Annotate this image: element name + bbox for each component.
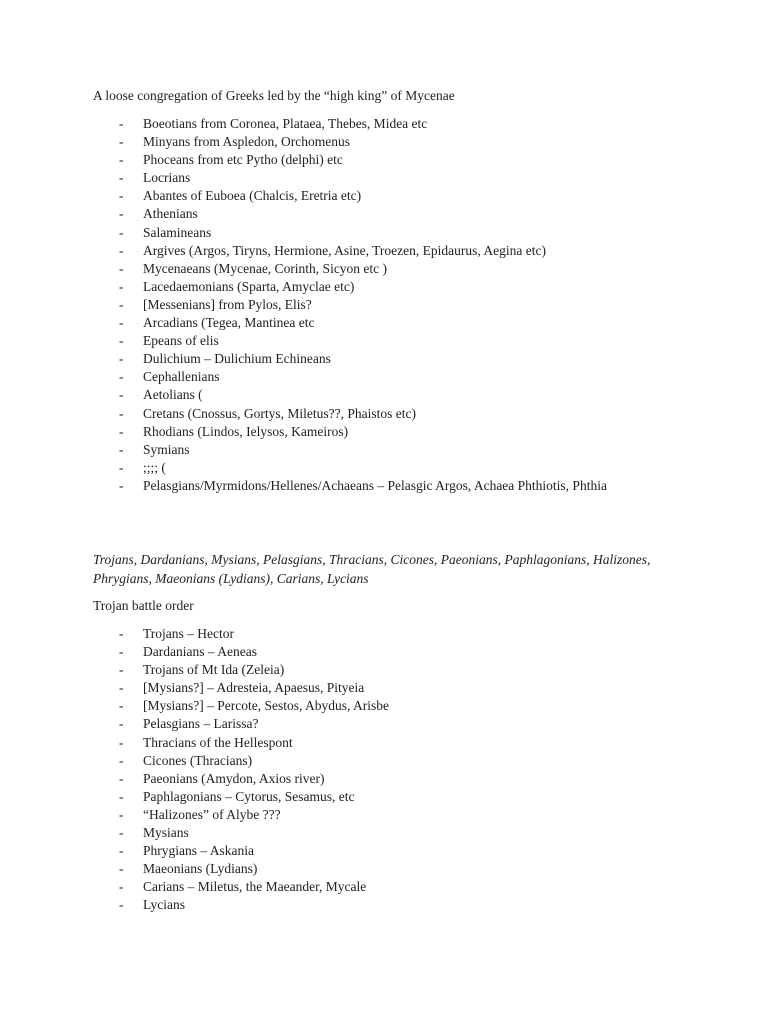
bullet-dash: - (119, 861, 124, 877)
list-item-text: Cicones (Thracians) (143, 752, 253, 768)
list-item-text: Minyans from Aspledon, Orchomenus (143, 134, 350, 150)
list-item (0, 824, 643, 842)
list-item (0, 679, 643, 697)
bullet-dash: - (119, 134, 124, 150)
list-item-text: Pelasgians/Myrmidons/Hellenes/Achaeans – Pelasgic Argos, Achaea Phthiotis, Phthia (143, 477, 607, 493)
list-item (0, 643, 643, 661)
list-item-text: Lacedaemonians (Sparta, Amyclae etc) (143, 278, 355, 294)
list-item (0, 896, 643, 914)
list-item (0, 405, 643, 423)
bullet-dash: - (119, 260, 124, 276)
list-item (0, 296, 643, 314)
list-item-text: Abantes of Euboea (Chalcis, Eretria etc) (143, 188, 362, 204)
list-item-text: ;;;; ( (143, 459, 166, 475)
list-item (0, 423, 643, 441)
list-item-text: Mycenaeans (Mycenae, Corinth, Sicyon etc ) (143, 260, 388, 276)
list-item-text: Lycians (143, 897, 185, 913)
list-item-text: Phrygians – Askania (143, 843, 254, 859)
list-item (0, 314, 643, 332)
bullet-dash: - (119, 680, 124, 696)
list-item (0, 224, 643, 242)
list-item-text: Trojans of Mt Ida (Zeleia) (143, 662, 285, 678)
list-item-text: Arcadians (Tegea, Mantinea etc (143, 315, 315, 331)
list-item (0, 806, 643, 824)
list-item (0, 752, 643, 770)
list-item (0, 386, 643, 404)
list-item (0, 770, 643, 788)
bullet-dash: - (119, 441, 124, 457)
list-item-text: Locrians (143, 170, 191, 186)
bullet-dash: - (119, 423, 124, 439)
trojan-allies-paragraph: Trojans, Dardanians, Mysians, Pelasgians, Thracians, Cicones, Paeonians, Paphlagonians, Halizones, Phrygians, Maeonians (Lydians), Carians, Lycians (93, 552, 651, 586)
list-item (0, 625, 643, 643)
list-item (0, 205, 643, 223)
list-item-text: [Messenians] from Pylos, Elis? (143, 296, 312, 312)
bullet-dash: - (119, 188, 124, 204)
list-item-text: Phoceans from etc Pytho (delphi) etc (143, 152, 343, 168)
bullet-dash: - (119, 716, 124, 732)
greek-contingents-list (0, 115, 643, 495)
bullet-dash: - (119, 644, 124, 660)
list-item (0, 115, 643, 133)
bullet-dash: - (119, 278, 124, 294)
list-item-text: Maeonians (Lydians) (143, 861, 258, 877)
list-item (0, 860, 643, 878)
list-item-text: Salamineans (143, 224, 212, 240)
list-item-text: Trojans – Hector (143, 626, 234, 641)
trojan-battle-order-heading: Trojan battle order (93, 598, 194, 613)
list-item-text: Paphlagonians – Cytorus, Sesamus, etc (143, 788, 355, 804)
bullet-dash: - (119, 752, 124, 768)
bullet-dash: - (119, 296, 124, 312)
bullet-dash: - (119, 897, 124, 913)
bullet-dash: - (119, 333, 124, 349)
bullet-dash: - (119, 626, 124, 641)
list-item-text: Epeans of elis (143, 333, 219, 349)
list-item (0, 187, 643, 205)
list-item (0, 278, 643, 296)
list-item (0, 661, 643, 679)
list-item (0, 734, 643, 752)
bullet-dash: - (119, 477, 124, 493)
trojan-battle-order-list (0, 625, 643, 915)
list-item (0, 151, 643, 169)
bullet-dash: - (119, 405, 124, 421)
list-item (0, 133, 643, 151)
bullet-dash: - (119, 369, 124, 385)
bullet-dash: - (119, 806, 124, 822)
bullet-dash: - (119, 698, 124, 714)
bullet-dash: - (119, 206, 124, 222)
list-item-text: Athenians (143, 206, 198, 222)
list-item-text: Cephallenians (143, 369, 220, 385)
list-item-text: Cretans (Cnossus, Gortys, Miletus??, Phaistos etc) (143, 405, 416, 421)
list-item (0, 477, 643, 495)
bullet-dash: - (119, 224, 124, 240)
list-item (0, 242, 643, 260)
list-item-text: [Mysians?] – Adresteia, Apaesus, Pityeia (143, 680, 365, 696)
list-item-text: Paeonians (Amydon, Axios river) (143, 770, 325, 786)
list-item (0, 441, 643, 459)
list-item-text: [Mysians?] – Percote, Sestos, Abydus, Arisbe (143, 698, 389, 714)
bullet-dash: - (119, 152, 124, 168)
list-item-text: “Halizones” of Alybe ??? (143, 806, 281, 822)
bullet-dash: - (119, 170, 124, 186)
list-item-text: Dardanians – Aeneas (143, 644, 257, 660)
bullet-dash: - (119, 351, 124, 367)
list-item-text: Symians (143, 441, 190, 457)
list-item (0, 332, 643, 350)
list-item (0, 350, 643, 368)
bullet-dash: - (119, 116, 124, 131)
list-item-text: Mysians (143, 825, 189, 841)
bullet-dash: - (119, 242, 124, 258)
bullet-dash: - (119, 734, 124, 750)
list-item-text: Carians – Miletus, the Maeander, Mycale (143, 879, 367, 895)
bullet-dash: - (119, 459, 124, 475)
list-item (0, 260, 643, 278)
bullet-dash: - (119, 843, 124, 859)
list-item (0, 842, 643, 860)
list-item (0, 878, 643, 896)
list-item-text: Dulichium – Dulichium Echineans (143, 351, 331, 367)
list-item-text: Aetolians ( (143, 387, 203, 403)
bullet-dash: - (119, 315, 124, 331)
bullet-dash: - (119, 825, 124, 841)
list-item (0, 169, 643, 187)
bullet-dash: - (119, 788, 124, 804)
bullet-dash: - (119, 387, 124, 403)
list-item-text: Boeotians from Coronea, Plataea, Thebes, Midea etc (143, 116, 428, 131)
list-item-text: Thracians of the Hellespont (143, 734, 293, 750)
bullet-dash: - (119, 662, 124, 678)
list-item-text: Argives (Argos, Tiryns, Hermione, Asine, Troezen, Epidaurus, Aegina etc) (143, 242, 546, 258)
intro-line: A loose congregation of Greeks led by the “high king” of Mycenae (93, 88, 455, 103)
bullet-dash: - (119, 879, 124, 895)
list-item (0, 715, 643, 733)
list-item-text: Pelasgians – Larissa? (143, 716, 259, 732)
list-item (0, 459, 643, 477)
list-item (0, 697, 643, 715)
list-item-text: Rhodians (Lindos, Ielysos, Kameiros) (143, 423, 349, 439)
list-item (0, 788, 643, 806)
bullet-dash: - (119, 770, 124, 786)
list-item (0, 368, 643, 386)
